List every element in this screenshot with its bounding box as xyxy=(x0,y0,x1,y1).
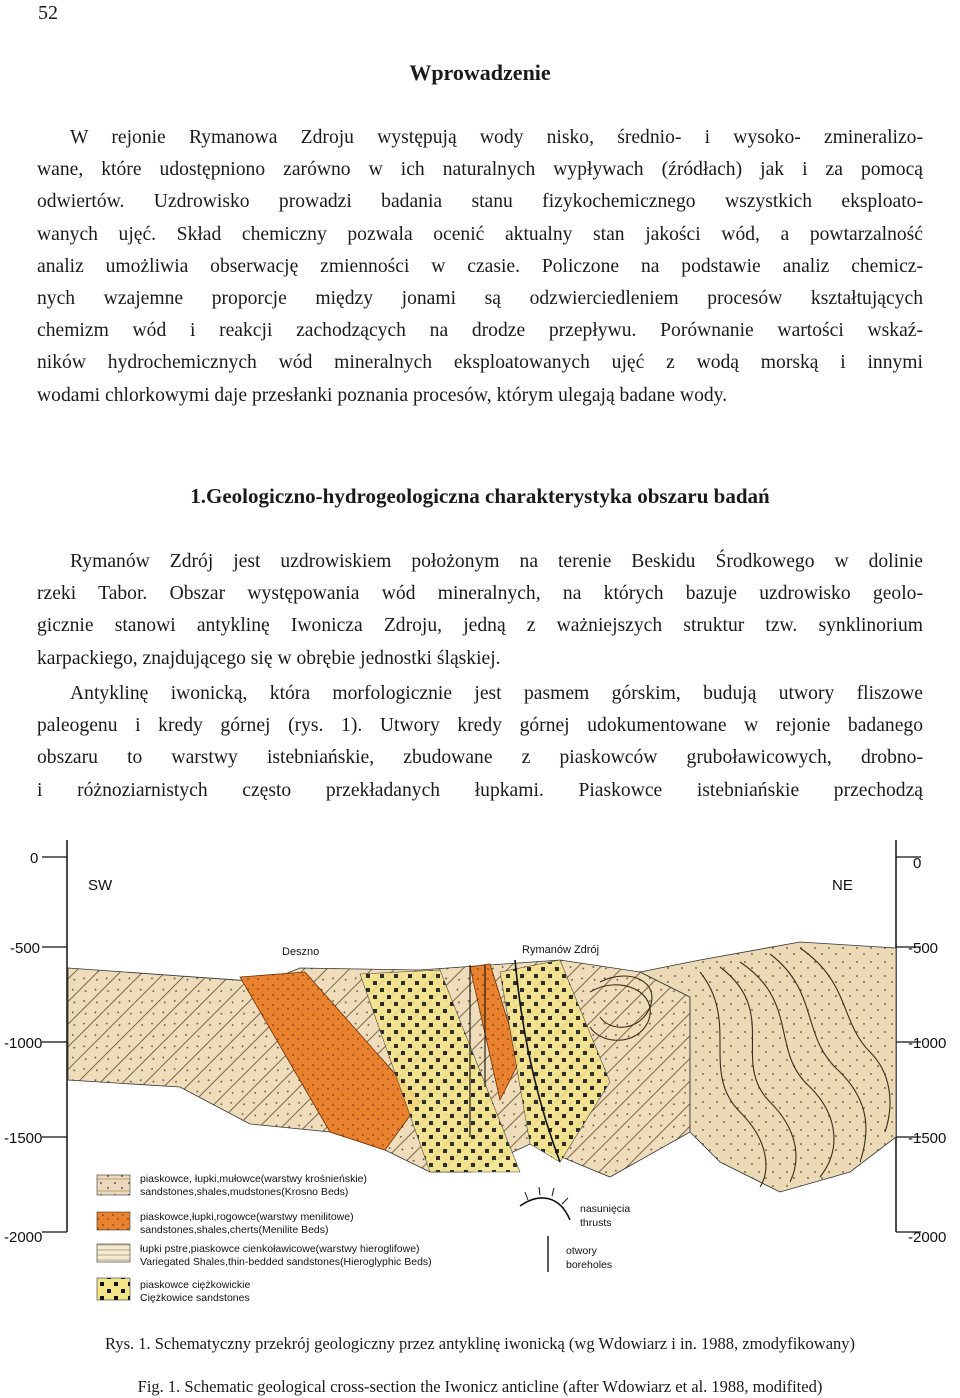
legend-swatch xyxy=(97,1278,130,1300)
depth-label-left: 0 xyxy=(30,850,39,867)
thrust-symbol xyxy=(520,1198,570,1220)
paragraph-line: i różnoziarnistych często przekładanych łupkami. Piaskowce istebniańskie przechodzą xyxy=(37,779,923,801)
figure-caption-en: Fig. 1. Schematic geological cross-section the Iwonicz anticline (after Wdowiarz et al. 1988, modifited) xyxy=(137,1377,823,1396)
depth-label-left: -1000 xyxy=(4,1035,43,1052)
intro-paragraph xyxy=(37,122,923,412)
legend-label: sandstones,shales,mudstones(Krosno Beds) xyxy=(140,1186,349,1198)
legend-label-thrusts: nasunięcia xyxy=(580,1203,631,1215)
paragraph-line: gicznie stanowi antyklinę Iwonicza Zdroju, jedną z ważniejszych struktur tzw. synklinorium xyxy=(37,615,923,637)
place-label-deszno: Deszno xyxy=(282,946,320,958)
section-heading: 1.Geologiczno-hydrogeologiczna charakterystyka obszaru badań xyxy=(190,484,770,508)
legend-swatch xyxy=(97,1244,130,1262)
paragraph-line: Rymanów Zdrój jest uzdrowiskiem położonym na terenie Beskidu Środkowego w dolinie xyxy=(70,551,923,572)
depth-label-right: -2000 xyxy=(908,1229,947,1246)
paragraph-line: analiz umożliwia obserwację zmienności w czasie. Policzone na podstawie analiz chemicz- xyxy=(37,255,923,277)
intro-heading: Wprowadzenie xyxy=(409,60,551,85)
paragraph-line: nych wzajemne proporcje między jonami są odzwierciedleniem procesów kształtujących xyxy=(37,288,923,310)
legend-swatch xyxy=(97,1212,130,1230)
paragraph-line: obszaru to warstwy istebniańskie, zbudowane z piaskowców gruboławicowych, drobno- xyxy=(37,747,923,769)
legend-label: Variegated Shales,thin-bedded sandstones(Hieroglyphic Beds) xyxy=(140,1256,432,1268)
paragraph-line: wanych ujęć. Skład chemiczny pozwala ocenić aktualny stan jakości wód, a powtarzalność xyxy=(37,223,923,245)
paragraph-line: ników hydrochemicznych wód mineralnych eksploatowanych ujęć z wodą morską i innymi xyxy=(37,352,923,374)
legend-label: piaskowce,łupki,rogowce(warstwy menilitowe) xyxy=(140,1211,354,1223)
geologic-section xyxy=(68,942,896,1192)
page-number: 52 xyxy=(38,2,58,24)
paragraph-line: wane, które udostępniono zarówno w ich naturalnych wypływach (źródłach) jak i za pomocą xyxy=(37,159,923,181)
depth-label-right: -1500 xyxy=(908,1130,947,1147)
legend-label: piaskowce ciężkowickie xyxy=(140,1279,251,1291)
depth-label-right: -500 xyxy=(908,940,939,957)
paragraph-line: W rejonie Rymanowa Zdroju występują wody nisko, średnio- i wysoko- zmineralizo- xyxy=(70,127,923,148)
cross-section-drawing xyxy=(0,832,960,1312)
paragraph-line: Antyklinę iwonicką, która morfologicznie jest pasmem górskim, budują utwory fliszowe xyxy=(70,683,923,704)
place-label-rymanow: Rymanów Zdrój xyxy=(522,944,600,956)
legend-label-boreholes: boreholes xyxy=(566,1259,613,1271)
direction-label-ne: NE xyxy=(832,877,853,894)
section-paragraph-1 xyxy=(37,546,923,675)
legend-label: łupki pstre,piaskowce cienkoławicowe(warstwy hieroglifowe) xyxy=(140,1243,420,1255)
legend-label-boreholes: otwory xyxy=(566,1245,597,1257)
legend xyxy=(97,1173,630,1304)
depth-label-left: -2000 xyxy=(4,1229,43,1246)
paragraph-line: wodami chlorkowymi daje przesłanki poznania procesów, którym ulegają badane wody. xyxy=(37,384,728,406)
direction-label-sw: SW xyxy=(88,877,113,894)
depth-label-left: -500 xyxy=(10,940,41,957)
depth-label-left: -1500 xyxy=(4,1130,43,1147)
legend-label-thrusts: thrusts xyxy=(580,1217,612,1229)
section-paragraph-2 xyxy=(37,678,923,807)
figure-caption-pl: Rys. 1. Schematyczny przekrój geologiczny przez antyklinę iwonicką (wg Wdowiarz i in. 1988, zmodyfikowany) xyxy=(104,1334,856,1353)
legend-label: sandstones,shales,cherts(Menilite Beds) xyxy=(140,1224,329,1236)
depth-label-right: 0 xyxy=(913,855,922,872)
legend-swatch xyxy=(97,1175,130,1195)
legend-label: piaskowce, łupki,mułowce(warstwy krośnieńskie) xyxy=(140,1173,367,1185)
paragraph-line: paleogenu i kredy górnej (rys. 1). Utwory kredy górnej udokumentowane w rejonie badanego xyxy=(37,715,923,737)
legend-label: Ciężkowice sandstones xyxy=(140,1292,250,1304)
paragraph-line: chemizm wód i reakcji zachodzących na drodze przepływu. Porównanie wartości wskaź- xyxy=(37,320,923,342)
paragraph-line: rzeki Tabor. Obszar występowania wód mineralnych, na których bazuje uzdrowisko geolo- xyxy=(37,583,923,605)
paragraph-line: karpackiego, znajdującego się w obrębie jednostki śląskiej. xyxy=(37,647,501,669)
paragraph-line: odwiertów. Uzdrowisko prowadzi badania stanu fizykochemicznego wszystkich eksploato- xyxy=(37,191,923,213)
depth-label-right: -1000 xyxy=(908,1035,947,1052)
geological-cross-section-figure xyxy=(0,832,960,1312)
